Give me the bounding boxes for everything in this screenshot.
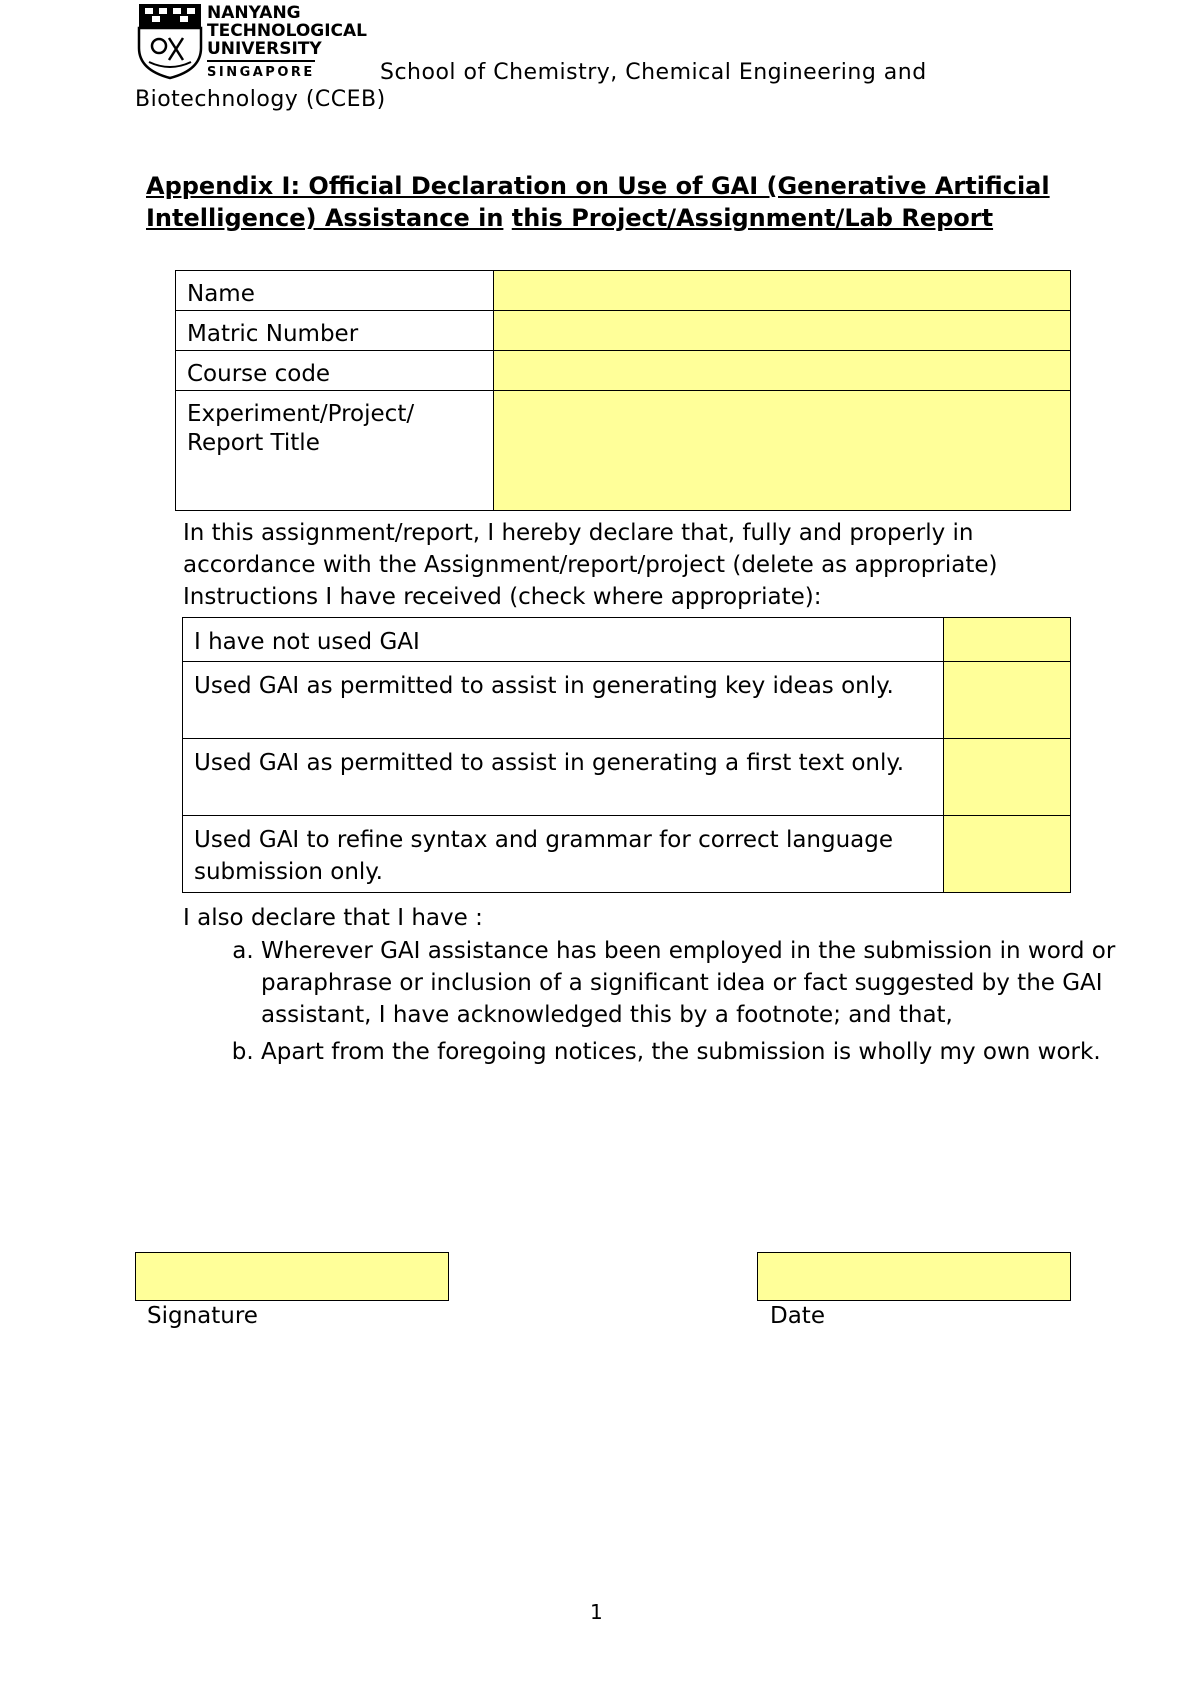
gai-usage-table xyxy=(182,617,1071,893)
gai-option-label: Used GAI as permitted to assist in generating a first text only. xyxy=(183,739,944,816)
title-part-2: this Project/Assignment/Lab Report xyxy=(511,204,994,232)
declaration-list xyxy=(183,935,1131,1073)
date-label: Date xyxy=(770,1303,825,1329)
ntu-crest-icon xyxy=(137,2,203,80)
gai-option-row xyxy=(183,816,1071,893)
school-name-line-1: School of Chemistry, Chemical Engineering and xyxy=(380,60,927,85)
ntu-logo-text xyxy=(207,4,367,82)
ntu-logo xyxy=(137,2,368,82)
also-declare-text: I also declare that I have : xyxy=(183,905,483,931)
course-field[interactable] xyxy=(494,351,1071,391)
logo-line-1: NANYANG xyxy=(207,3,301,23)
student-info-table xyxy=(175,270,1071,511)
signature-label: Signature xyxy=(147,1303,258,1329)
gai-option-row xyxy=(183,739,1071,816)
declaration-item: b. Apart from the foregoing notices, the submission is wholly my own work. xyxy=(261,1036,1131,1068)
gai-option-label: Used GAI as permitted to assist in generating key ideas only. xyxy=(183,662,944,739)
gai-option-row xyxy=(183,618,1071,662)
matric-row xyxy=(176,311,1071,351)
school-name-line-2: Biotechnology (CCEB) xyxy=(135,87,386,112)
report-title-field[interactable] xyxy=(494,391,1071,511)
gai-option-label: I have not used GAI xyxy=(183,618,944,662)
gai-option-label: Used GAI to refine syntax and grammar for correct language submission only. xyxy=(183,816,944,893)
logo-line-4: SINGAPORE xyxy=(207,60,315,82)
matric-field[interactable] xyxy=(494,311,1071,351)
course-label: Course code xyxy=(176,351,494,391)
gai-option-checkbox[interactable] xyxy=(944,618,1071,662)
gai-option-row xyxy=(183,662,1071,739)
gai-option-checkbox[interactable] xyxy=(944,739,1071,816)
name-field[interactable] xyxy=(494,271,1071,311)
name-row xyxy=(176,271,1071,311)
title-part-1: Appendix I: Official Declaration on Use of GAI (Generative Artificial Intelligence) Assistance in xyxy=(146,172,1050,232)
report-title-label: Experiment/Project/ Report Title xyxy=(176,391,494,511)
declaration-intro: In this assignment/report, I hereby declare that, fully and properly in accordance with the Assignment/report/project (delete as appropriate) Instructions I have received (check where appropriate): xyxy=(183,520,998,610)
course-row xyxy=(176,351,1071,391)
report-title-row xyxy=(176,391,1071,511)
date-field[interactable] xyxy=(757,1252,1071,1301)
signature-field[interactable] xyxy=(135,1252,449,1301)
page-title xyxy=(146,170,1086,234)
matric-label: Matric Number xyxy=(176,311,494,351)
name-label: Name xyxy=(176,271,494,311)
page-number: 1 xyxy=(590,1600,603,1624)
gai-option-checkbox[interactable] xyxy=(944,662,1071,739)
logo-line-2: TECHNOLOGICAL xyxy=(207,21,368,41)
gai-option-checkbox[interactable] xyxy=(944,816,1071,893)
declaration-item: a. Wherever GAI assistance has been employed in the submission in word or paraphrase or inclusion of a significant idea or fact suggested by the GAI assistant, I have acknowledged this by a footnote; and that, xyxy=(261,935,1131,1031)
logo-line-3: UNIVERSITY xyxy=(207,39,322,59)
